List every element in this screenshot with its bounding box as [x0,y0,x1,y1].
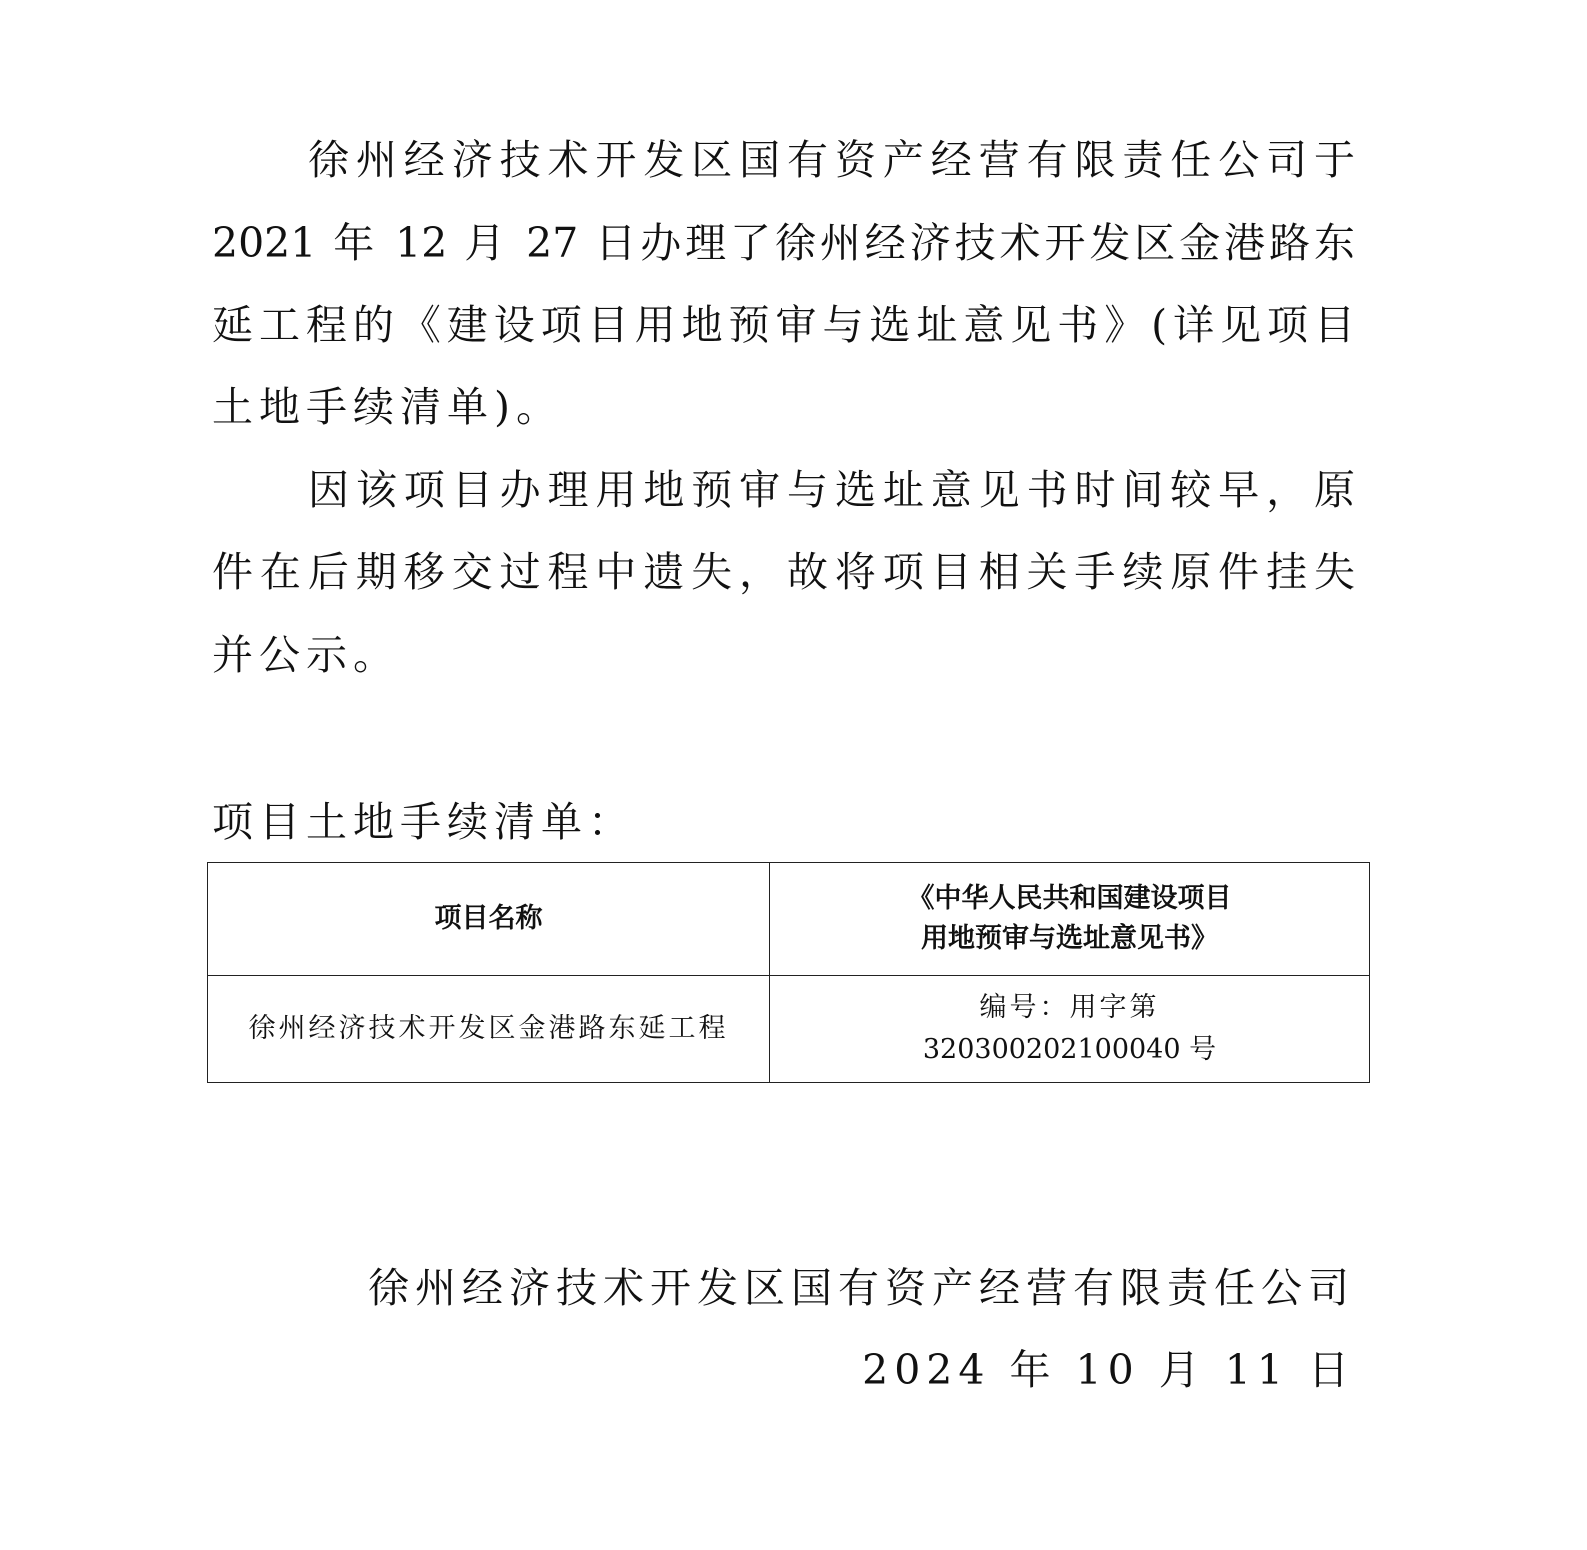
cell-project-name: 徐州经济技术开发区金港路东延工程 [208,976,770,1083]
header-document [770,863,1370,976]
cell-document-number [770,976,1370,1083]
land-procedures-table [207,862,1370,1083]
list-heading: 项目土地手续清单： [212,798,635,846]
table-header-row [208,863,1370,976]
signature-company: 徐州经济技术开发区国有资产经营有限责任公司 [368,1264,1355,1312]
paragraph-line: 件在后期移交过程中遗失，故将项目相关手续原件挂失 [212,548,1355,596]
paragraph-line: 因该项目办理用地预审与选址意见书时间较早，原 [308,466,1355,514]
number-value: 320300202100040 号 [922,1034,1217,1065]
header-project-name: 项目名称 [208,863,770,976]
paragraph-line: 徐州经济技术开发区国有资产经营有限责任公司于 [308,136,1355,184]
paragraph-line: 并公示。 [212,631,400,679]
paragraph-line: 土地手续清单)。 [212,383,563,431]
header-document-line: 《中华人民共和国建设项目 [907,883,1232,914]
paragraph-line: 延工程的《建设项目用地预审与选址意见书》(详见项目 [212,301,1355,349]
paragraph-line: 2021 年 12 月 27 日办理了徐州经济技术开发区金港路东 [212,219,1355,267]
signature-date: 2024 年 10 月 11 日 [862,1346,1355,1394]
table-row [208,976,1370,1083]
number-label: 编号：用字第 [979,992,1160,1023]
header-document-line: 用地预审与选址意见书》 [921,923,1218,954]
